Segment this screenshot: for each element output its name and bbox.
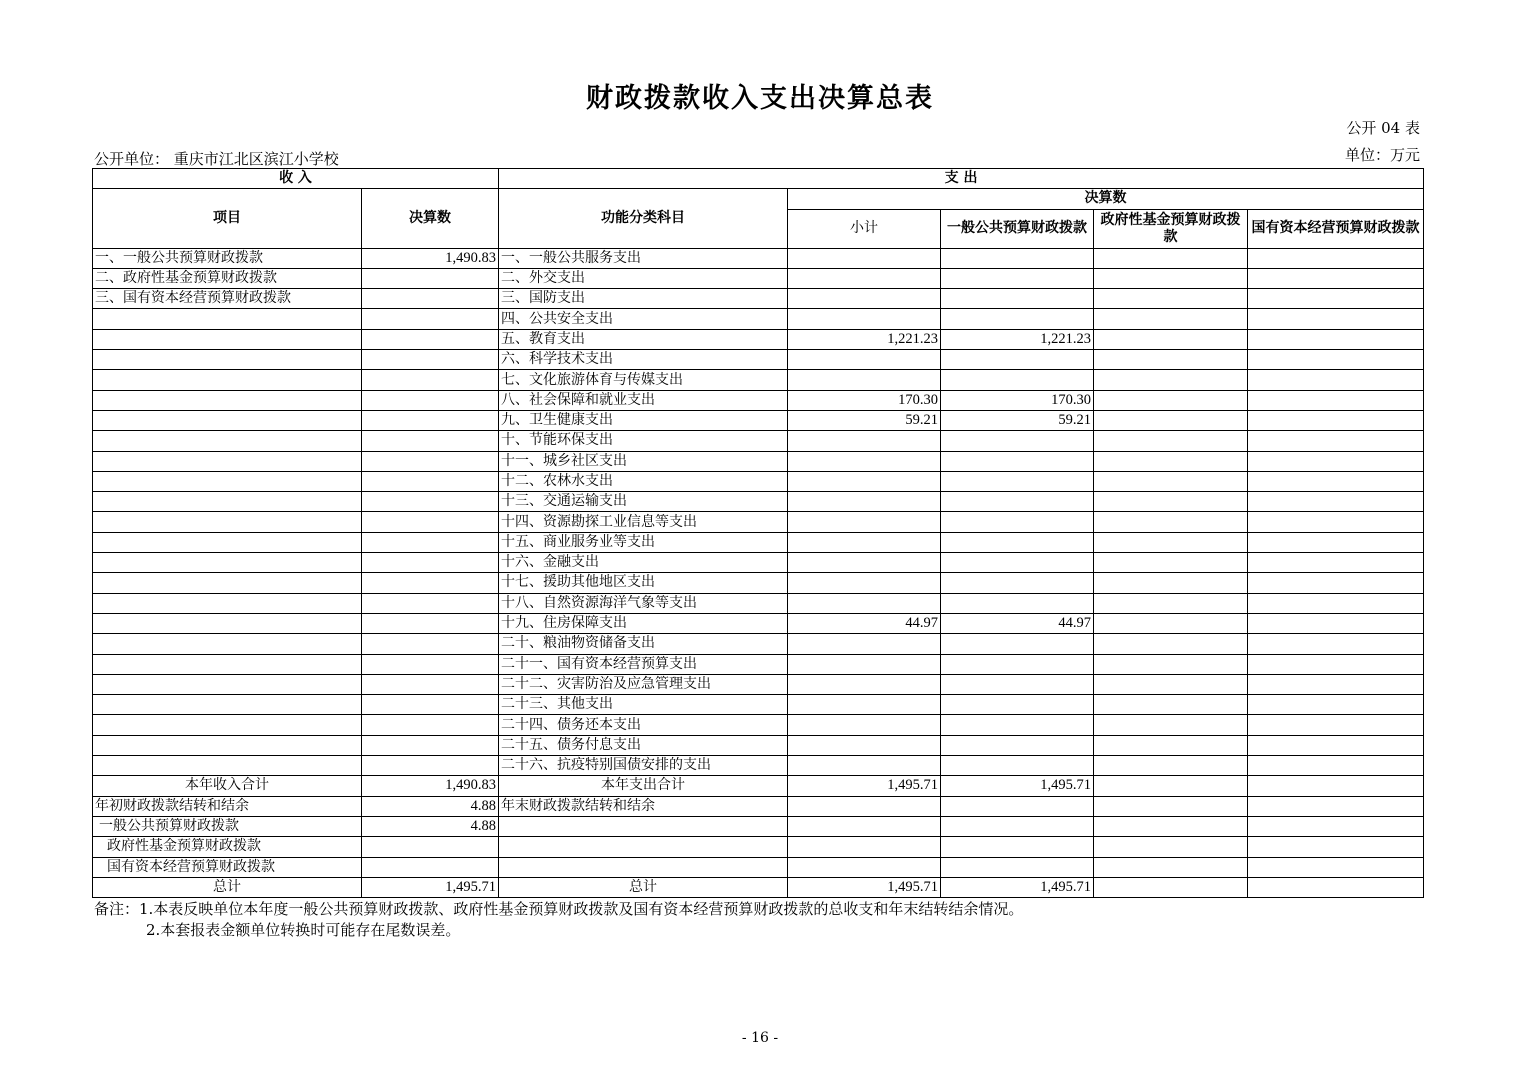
cell-income-item (93, 735, 362, 755)
table-row (93, 532, 1424, 552)
cell-gov-fund (1094, 492, 1248, 512)
table-row (93, 431, 1424, 451)
cell-gov-fund (1094, 289, 1248, 309)
cell-general (941, 431, 1094, 451)
cell-income-amount (362, 289, 499, 309)
cell-gov-fund (1094, 735, 1248, 755)
cell-general: 44.97 (941, 613, 1094, 633)
cell-income-item (93, 715, 362, 735)
cell-general (941, 715, 1094, 735)
cell-gov-fund (1094, 390, 1248, 410)
cell-exp-item: 十、节能环保支出 (499, 431, 788, 451)
note-line-1: 备注：1.本表反映单位本年度一般公共预算财政拨款、政府性基金预算财政拨款及国有资本经营预算财政拨款的总收支和年末结转结余情况。 (94, 900, 1024, 918)
cell-income-amount (362, 654, 499, 674)
cell-state-capital (1248, 735, 1424, 755)
cell-gov-fund (1094, 613, 1248, 633)
cell-gov-fund (1094, 309, 1248, 329)
table-row-carry-gov-fund (93, 837, 1424, 857)
table-row (93, 735, 1424, 755)
cell-income-item: 二、政府性基金预算财政拨款 (93, 268, 362, 288)
cell-exp-item: 十六、金融支出 (499, 553, 788, 573)
cell-subtotal (788, 532, 941, 552)
cell-exp-item: 十一、城乡社区支出 (499, 451, 788, 471)
budget-table (92, 168, 1424, 898)
cell-gov-fund (1094, 512, 1248, 532)
cell-state-capital (1248, 329, 1424, 349)
cell-income-amount (362, 553, 499, 573)
cell-state-capital (1248, 289, 1424, 309)
cell-subtotal: 59.21 (788, 410, 941, 430)
cell-state-capital (1248, 410, 1424, 430)
cell-subtotal: 44.97 (788, 613, 941, 633)
cell-exp-item: 六、科学技术支出 (499, 350, 788, 370)
cell-exp-item: 十七、援助其他地区支出 (499, 573, 788, 593)
cell-subtotal (788, 350, 941, 370)
cell-exp-item: 五、教育支出 (499, 329, 788, 349)
cell-subtotal (788, 370, 941, 390)
cell-subtotal (788, 451, 941, 471)
cell-state-capital (1248, 309, 1424, 329)
cell-income-item (93, 309, 362, 329)
cell-income-item (93, 613, 362, 633)
cell-gov-fund (1094, 654, 1248, 674)
cell-gov-fund (1094, 431, 1248, 451)
table-row (93, 268, 1424, 288)
table-row (93, 492, 1424, 512)
cell-income-amount (362, 431, 499, 451)
cell-exp-item: 二十四、债务还本支出 (499, 715, 788, 735)
table-row-carry-state (93, 857, 1424, 877)
table-row (93, 451, 1424, 471)
cell-state-capital (1248, 715, 1424, 735)
cell-income-item (93, 390, 362, 410)
cell-exp-item: 二十一、国有资本经营预算支出 (499, 654, 788, 674)
cell-subtotal (788, 289, 941, 309)
cell-gov-fund (1094, 756, 1248, 776)
cell-state-capital (1248, 492, 1424, 512)
cell-income-item (93, 410, 362, 430)
cell-exp-item: 九、卫生健康支出 (499, 410, 788, 430)
form-number: 公开 04 表 (1346, 119, 1420, 137)
cell-general: 59.21 (941, 410, 1094, 430)
cell-income-item (93, 532, 362, 552)
cell-gov-fund (1094, 634, 1248, 654)
cell-general (941, 289, 1094, 309)
cell-subtotal (788, 492, 941, 512)
cell-gov-fund (1094, 695, 1248, 715)
cell-income-item (93, 471, 362, 491)
cell-income-item (93, 431, 362, 451)
income-total-value: 1,490.83 (362, 776, 499, 796)
cell-income-item (93, 329, 362, 349)
table-row (93, 410, 1424, 430)
table-row (93, 756, 1424, 776)
cell-income-amount (362, 634, 499, 654)
cell-income-amount (362, 410, 499, 430)
grand-total-general: 1,495.71 (941, 877, 1094, 897)
income-header: 收 入 (93, 169, 499, 189)
cell-gov-fund (1094, 715, 1248, 735)
currency-unit: 单位：万元 (1344, 146, 1420, 164)
cell-state-capital (1248, 532, 1424, 552)
cell-income-amount (362, 593, 499, 613)
income-total-label: 本年收入合计 (93, 776, 362, 796)
final-amount-group-header: 决算数 (788, 189, 1424, 209)
func-category-header: 功能分类科目 (499, 189, 788, 248)
cell-gov-fund (1094, 248, 1248, 268)
cell-state-capital (1248, 613, 1424, 633)
cell-general (941, 553, 1094, 573)
cell-state-capital (1248, 695, 1424, 715)
cell-gov-fund (1094, 674, 1248, 694)
carry-begin-value: 4.88 (362, 796, 499, 816)
cell-subtotal (788, 431, 941, 451)
cell-general (941, 512, 1094, 532)
table-row (93, 634, 1424, 654)
grand-total-label-right: 总计 (499, 877, 788, 897)
final-amount-header: 决算数 (362, 189, 499, 248)
table-row (93, 248, 1424, 268)
table-row (93, 695, 1424, 715)
table-row (93, 715, 1424, 735)
carry-general-label: 一般公共预算财政拨款 (93, 816, 362, 836)
cell-gov-fund (1094, 471, 1248, 491)
exp-total-general: 1,495.71 (941, 776, 1094, 796)
cell-income-item (93, 756, 362, 776)
table-row (93, 674, 1424, 694)
cell-income-amount (362, 268, 499, 288)
cell-state-capital (1248, 268, 1424, 288)
cell-exp-item: 十九、住房保障支出 (499, 613, 788, 633)
cell-general (941, 573, 1094, 593)
cell-gov-fund (1094, 370, 1248, 390)
carry-gov-fund-label: 政府性基金预算财政拨款 (93, 837, 362, 857)
cell-general (941, 309, 1094, 329)
table-row (93, 309, 1424, 329)
cell-gov-fund (1094, 329, 1248, 349)
exp-total-label: 本年支出合计 (499, 776, 788, 796)
cell-subtotal (788, 634, 941, 654)
note-line-2: 2.本套报表金额单位转换时可能存在尾数误差。 (146, 921, 461, 939)
carry-begin-label: 年初财政拨款结转和结余 (93, 796, 362, 816)
table-row-carry-general (93, 816, 1424, 836)
reporting-unit: 公开单位： 重庆市江北区滨江小学校 (94, 150, 339, 168)
cell-state-capital (1248, 471, 1424, 491)
table-row (93, 289, 1424, 309)
cell-exp-item: 七、文化旅游体育与传媒支出 (499, 370, 788, 390)
cell-gov-fund (1094, 350, 1248, 370)
cell-income-item (93, 451, 362, 471)
cell-state-capital (1248, 512, 1424, 532)
cell-subtotal (788, 593, 941, 613)
cell-state-capital (1248, 370, 1424, 390)
cell-state-capital (1248, 248, 1424, 268)
table-row-carry-begin (93, 796, 1424, 816)
cell-income-amount (362, 715, 499, 735)
carry-general-value: 4.88 (362, 816, 499, 836)
carry-end-label: 年末财政拨款结转和结余 (499, 796, 788, 816)
cell-exp-item: 十五、商业服务业等支出 (499, 532, 788, 552)
cell-gov-fund (1094, 593, 1248, 613)
cell-state-capital (1248, 756, 1424, 776)
cell-general (941, 735, 1094, 755)
grand-total-subtotal: 1,495.71 (788, 877, 941, 897)
cell-gov-fund (1094, 410, 1248, 430)
table-row (93, 370, 1424, 390)
grand-total-income: 1,495.71 (362, 877, 499, 897)
cell-general: 170.30 (941, 390, 1094, 410)
cell-income-amount (362, 350, 499, 370)
table-row (93, 573, 1424, 593)
cell-subtotal (788, 715, 941, 735)
cell-state-capital (1248, 593, 1424, 613)
cell-general (941, 248, 1094, 268)
gov-fund-header: 政府性基金预算财政拨款 (1094, 209, 1248, 248)
cell-state-capital (1248, 674, 1424, 694)
cell-general (941, 674, 1094, 694)
cell-subtotal (788, 756, 941, 776)
cell-exp-item: 三、国防支出 (499, 289, 788, 309)
cell-gov-fund (1094, 573, 1248, 593)
cell-state-capital (1248, 451, 1424, 471)
cell-subtotal (788, 674, 941, 694)
cell-subtotal (788, 248, 941, 268)
cell-income-item (93, 654, 362, 674)
table-row-grand-total (93, 877, 1424, 897)
cell-income-amount (362, 573, 499, 593)
cell-exp-item: 二、外交支出 (499, 268, 788, 288)
notes (94, 899, 1023, 941)
table-row-total (93, 776, 1424, 796)
cell-state-capital (1248, 390, 1424, 410)
table-row (93, 654, 1424, 674)
cell-income-item: 一、一般公共预算财政拨款 (93, 248, 362, 268)
cell-exp-item: 一、一般公共服务支出 (499, 248, 788, 268)
cell-income-amount (362, 370, 499, 390)
cell-exp-item: 十四、资源勘探工业信息等支出 (499, 512, 788, 532)
cell-income-amount (362, 471, 499, 491)
page-title: 财政拨款收入支出决算总表 (586, 83, 934, 114)
cell-exp-item: 十八、自然资源海洋气象等支出 (499, 593, 788, 613)
cell-income-amount (362, 492, 499, 512)
table-row (93, 512, 1424, 532)
cell-exp-item: 十三、交通运输支出 (499, 492, 788, 512)
cell-general (941, 350, 1094, 370)
exp-total-subtotal: 1,495.71 (788, 776, 941, 796)
table-row (93, 390, 1424, 410)
cell-exp-item: 八、社会保障和就业支出 (499, 390, 788, 410)
cell-income-item (93, 350, 362, 370)
cell-subtotal (788, 573, 941, 593)
cell-income-amount (362, 390, 499, 410)
cell-general (941, 471, 1094, 491)
cell-exp-item: 二十五、债务付息支出 (499, 735, 788, 755)
table-row (93, 329, 1424, 349)
cell-state-capital (1248, 553, 1424, 573)
cell-income-item (93, 695, 362, 715)
cell-subtotal (788, 268, 941, 288)
cell-general (941, 451, 1094, 471)
cell-general (941, 695, 1094, 715)
cell-gov-fund (1094, 451, 1248, 471)
expenditure-header: 支 出 (499, 169, 1424, 189)
cell-exp-item: 二十、粮油物资储备支出 (499, 634, 788, 654)
cell-income-item (93, 573, 362, 593)
cell-gov-fund (1094, 553, 1248, 573)
cell-subtotal (788, 654, 941, 674)
cell-income-item (93, 370, 362, 390)
item-header: 项目 (93, 189, 362, 248)
cell-general: 1,221.23 (941, 329, 1094, 349)
cell-income-item (93, 674, 362, 694)
table-row (93, 613, 1424, 633)
cell-income-amount (362, 451, 499, 471)
cell-income-amount (362, 674, 499, 694)
cell-income-amount (362, 309, 499, 329)
cell-exp-item: 二十三、其他支出 (499, 695, 788, 715)
cell-income-amount (362, 512, 499, 532)
state-capital-header: 国有资本经营预算财政拨款 (1248, 209, 1424, 248)
cell-income-item (93, 492, 362, 512)
cell-subtotal: 1,221.23 (788, 329, 941, 349)
cell-state-capital (1248, 350, 1424, 370)
cell-subtotal (788, 553, 941, 573)
table-row (93, 553, 1424, 573)
cell-income-amount (362, 613, 499, 633)
cell-income-item (93, 512, 362, 532)
cell-subtotal (788, 695, 941, 715)
grand-total-label-left: 总计 (93, 877, 362, 897)
table-row (93, 350, 1424, 370)
cell-subtotal (788, 309, 941, 329)
cell-exp-item: 二十二、灾害防治及应急管理支出 (499, 674, 788, 694)
cell-income-amount (362, 532, 499, 552)
cell-income-amount: 1,490.83 (362, 248, 499, 268)
cell-state-capital (1248, 573, 1424, 593)
cell-general (941, 593, 1094, 613)
general-budget-header: 一般公共预算财政拨款 (941, 209, 1094, 248)
subtotal-header: 小计 (788, 209, 941, 248)
table-row (93, 593, 1424, 613)
page-number: - 16 - (741, 1030, 779, 1046)
cell-income-amount (362, 735, 499, 755)
cell-subtotal: 170.30 (788, 390, 941, 410)
table-row (93, 471, 1424, 491)
cell-subtotal (788, 471, 941, 491)
cell-subtotal (788, 512, 941, 532)
cell-state-capital (1248, 654, 1424, 674)
cell-income-item (93, 634, 362, 654)
cell-income-amount (362, 756, 499, 776)
cell-gov-fund (1094, 532, 1248, 552)
cell-state-capital (1248, 431, 1424, 451)
cell-state-capital (1248, 634, 1424, 654)
cell-general (941, 268, 1094, 288)
cell-income-amount (362, 695, 499, 715)
cell-general (941, 756, 1094, 776)
cell-income-item (93, 593, 362, 613)
cell-income-item (93, 553, 362, 573)
cell-exp-item: 四、公共安全支出 (499, 309, 788, 329)
carry-state-label: 国有资本经营预算财政拨款 (93, 857, 362, 877)
cell-general (941, 634, 1094, 654)
cell-general (941, 532, 1094, 552)
cell-general (941, 370, 1094, 390)
cell-subtotal (788, 735, 941, 755)
cell-exp-item: 十二、农林水支出 (499, 471, 788, 491)
cell-general (941, 654, 1094, 674)
cell-exp-item: 二十六、抗疫特别国债安排的支出 (499, 756, 788, 776)
cell-general (941, 492, 1094, 512)
cell-income-item: 三、国有资本经营预算财政拨款 (93, 289, 362, 309)
cell-income-amount (362, 329, 499, 349)
cell-gov-fund (1094, 268, 1248, 288)
